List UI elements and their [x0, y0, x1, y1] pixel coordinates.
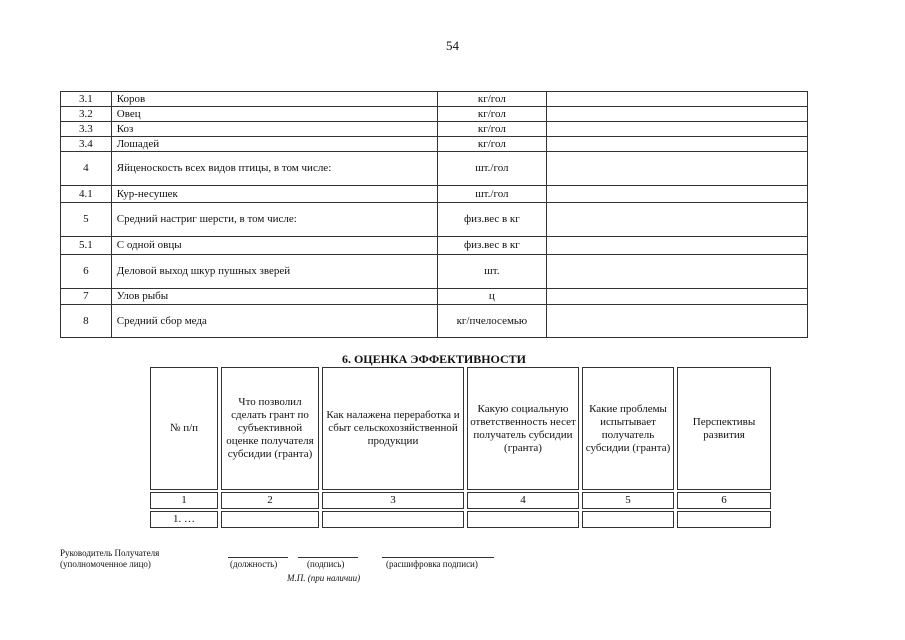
indicators-table	[60, 91, 808, 338]
empty-cell	[677, 511, 771, 528]
unit-of-measure: физ.вес в кг	[438, 203, 547, 237]
indicator-name: Улов рыбы	[111, 289, 437, 305]
page-number: 54	[446, 38, 459, 53]
first-row-number: 1. …	[150, 511, 218, 528]
empty-cell	[467, 511, 579, 528]
indicator-name: Коров	[111, 92, 437, 107]
value-cell	[546, 122, 807, 137]
row-number: 5.1	[61, 237, 112, 255]
indicator-row	[61, 305, 808, 338]
indicator-row	[61, 92, 808, 107]
header-grant-effect: Что позволил сделать грант по субъективной оценке получателя субсидии (гранта)	[221, 367, 319, 490]
unit-of-measure: ц	[438, 289, 547, 305]
position-line	[228, 557, 288, 558]
index-cell: 1	[150, 492, 218, 509]
value-cell	[546, 237, 807, 255]
indicator-name: Деловой выход шкур пушных зверей	[111, 255, 437, 289]
header-social-responsibility: Какую социальную ответственность несет получатель субсидии (гранта)	[467, 367, 579, 490]
indicator-name: Яйценоскость всех видов птицы, в том числе:	[111, 152, 437, 186]
value-cell	[546, 137, 807, 152]
row-number: 7	[61, 289, 112, 305]
indicator-row	[61, 203, 808, 237]
indicator-name: Средний настриг шерсти, в том числе:	[111, 203, 437, 237]
decryption-line	[382, 557, 494, 558]
index-cell: 6	[677, 492, 771, 509]
value-cell	[546, 289, 807, 305]
row-number: 3.3	[61, 122, 112, 137]
row-number: 6	[61, 255, 112, 289]
value-cell	[546, 152, 807, 186]
row-number: 3.2	[61, 107, 112, 122]
indicator-row	[61, 289, 808, 305]
unit-of-measure: шт./гол	[438, 186, 547, 203]
indicator-row	[61, 137, 808, 152]
header-prospects: Перспективы развития	[677, 367, 771, 490]
indicator-row	[61, 107, 808, 122]
unit-of-measure: кг/гол	[438, 137, 547, 152]
section-title: 6. ОЦЕНКА ЭФФЕКТИВНОСТИ	[341, 352, 527, 366]
value-cell	[546, 255, 807, 289]
value-cell	[546, 107, 807, 122]
indicator-row	[61, 152, 808, 186]
header-number: № п/п	[150, 367, 218, 490]
stamp-label: М.П. (при наличии)	[287, 573, 361, 583]
indicator-row	[61, 237, 808, 255]
signatory-subtitle: (уполномоченное лицо)	[60, 559, 151, 569]
indicator-name: С одной овцы	[111, 237, 437, 255]
indicator-row	[61, 186, 808, 203]
value-cell	[546, 186, 807, 203]
indicator-row	[61, 122, 808, 137]
index-cell: 2	[221, 492, 319, 509]
indicator-name: Кур-несушек	[111, 186, 437, 203]
indicator-name: Коз	[111, 122, 437, 137]
indicator-name: Средний сбор меда	[111, 305, 437, 338]
empty-cell	[582, 511, 674, 528]
value-cell	[546, 203, 807, 237]
index-cell: 5	[582, 492, 674, 509]
row-number: 8	[61, 305, 112, 338]
empty-cell	[221, 511, 319, 528]
unit-of-measure: физ.вес в кг	[438, 237, 547, 255]
signatory-block	[60, 548, 159, 570]
row-number: 3.4	[61, 137, 112, 152]
unit-of-measure: шт.	[438, 255, 547, 289]
unit-of-measure: кг/гол	[438, 92, 547, 107]
indicator-row	[61, 255, 808, 289]
row-number: 4.1	[61, 186, 112, 203]
row-number: 3.1	[61, 92, 112, 107]
header-problems: Какие проблемы испытывает получатель субсидии (гранта)	[582, 367, 674, 490]
signatory-title: Руководитель Получателя	[60, 548, 160, 558]
value-cell	[546, 305, 807, 338]
indicator-name: Лошадей	[111, 137, 437, 152]
value-cell	[546, 92, 807, 107]
unit-of-measure: шт./гол	[438, 152, 547, 186]
decryption-label: (расшифровка подписи)	[386, 559, 478, 569]
index-cell: 3	[322, 492, 464, 509]
row-number: 4	[61, 152, 112, 186]
signature-line	[298, 557, 358, 558]
unit-of-measure: кг/гол	[438, 107, 547, 122]
row-number: 5	[61, 203, 112, 237]
index-cell: 4	[467, 492, 579, 509]
header-processing: Как налажена переработка и сбыт сельскохозяйственной продукции	[322, 367, 464, 490]
indicator-name: Овец	[111, 107, 437, 122]
position-label: (должность)	[230, 559, 278, 569]
empty-cell	[322, 511, 464, 528]
unit-of-measure: кг/пчелосемью	[438, 305, 547, 338]
efficiency-table	[147, 367, 774, 528]
signature-label: (подпись)	[307, 559, 345, 569]
unit-of-measure: кг/гол	[438, 122, 547, 137]
